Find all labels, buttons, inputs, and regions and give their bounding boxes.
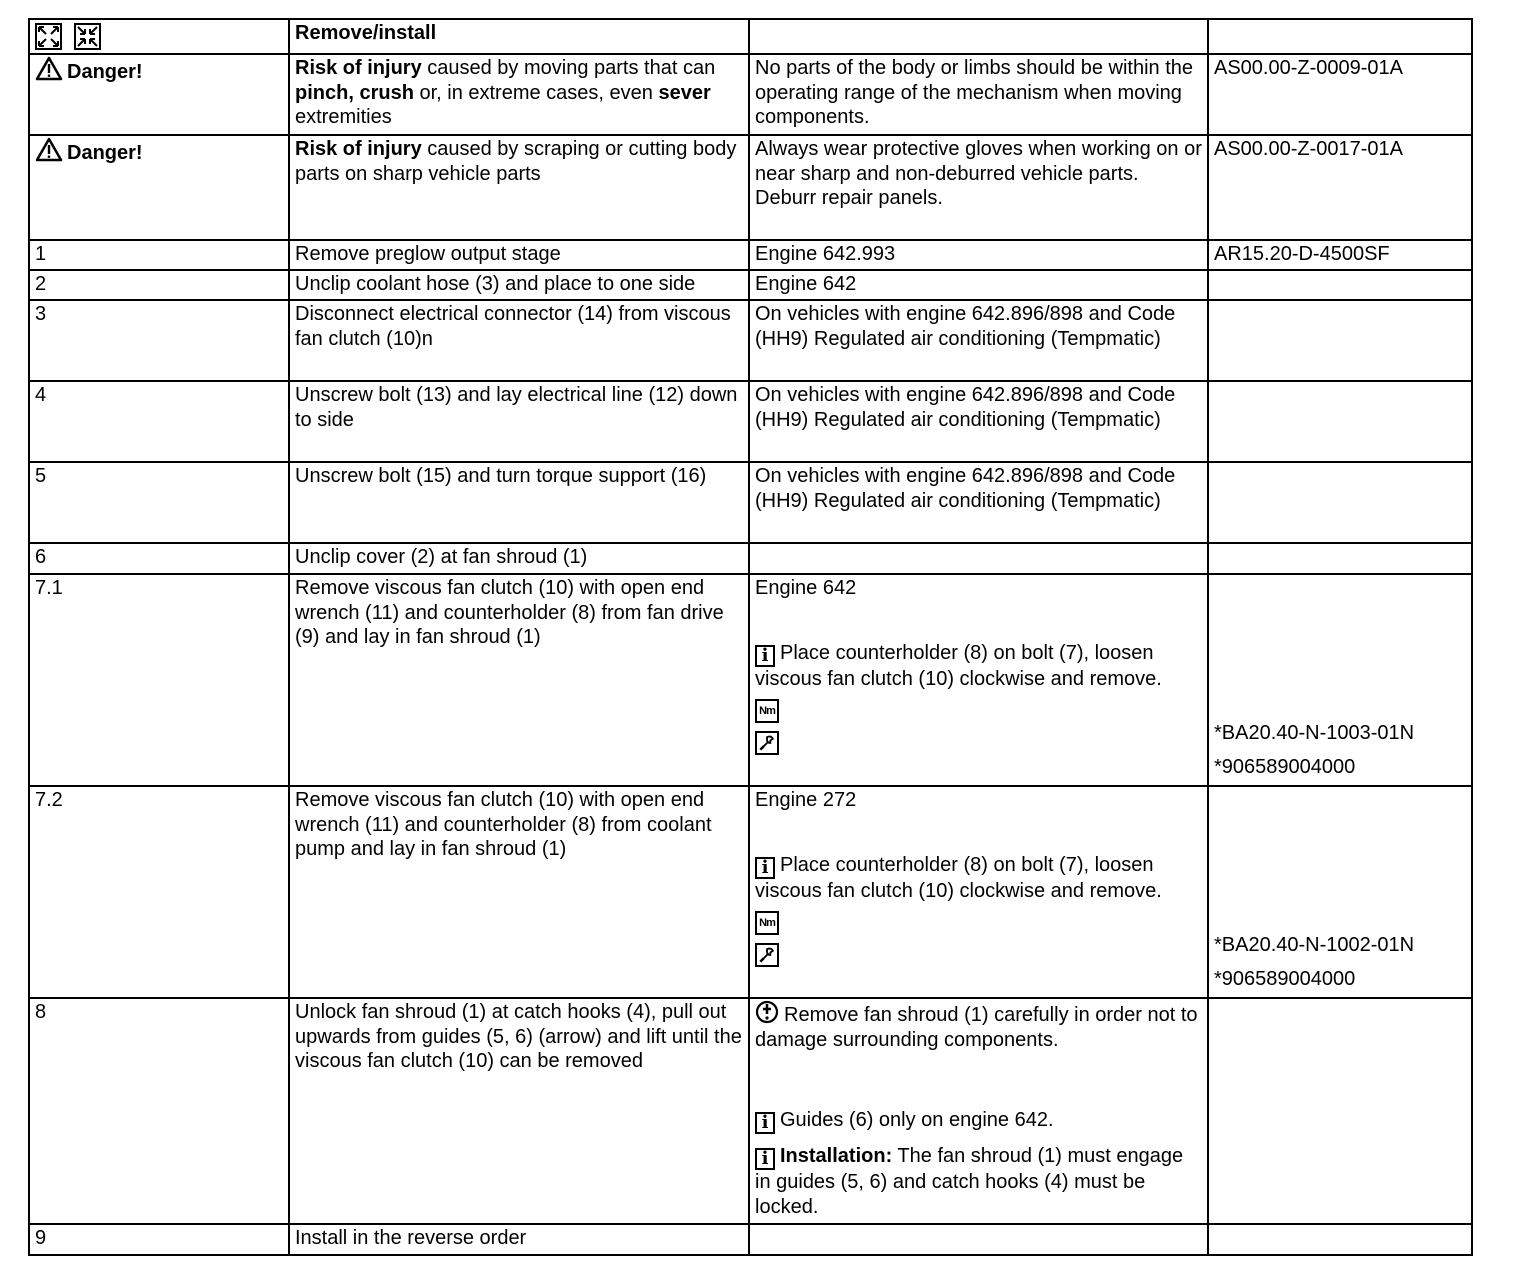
step-note: Engine 642 [755,577,857,599]
step-row [29,270,1472,300]
info-note [755,853,1202,904]
danger-label-cell [29,54,289,135]
step-row [29,786,1472,998]
info-icon: i [755,1148,775,1170]
danger-row-2 [29,135,1472,240]
step-number: 3 [29,300,289,381]
installation-text: The fan shroud (1) must engage in guides (5, 6) and catch hooks (4) must be locked. [755,1145,1184,1218]
step-note [749,1224,1208,1255]
step-note: Engine 272 [755,789,857,811]
collapse-icon[interactable] [74,23,101,50]
special-tool-icon [755,731,779,755]
step-ref [1208,998,1472,1224]
step-text: Install in the reverse order [289,1224,749,1255]
warning-triangle-icon [35,137,63,162]
info-note [755,1108,1202,1134]
tool-ref-link[interactable]: *906589004000 [1214,968,1356,990]
info-text: Place counterholder (8) on bolt (7), loosen viscous fan clutch (10) clockwise and remove. [755,853,1162,902]
tool-ref-link[interactable]: *906589004000 [1214,756,1356,778]
danger-measure [749,135,1208,240]
step-note [749,543,1208,574]
risk-text-a: caused by scraping or cutting body parts on sharp vehicle parts [295,138,737,185]
step-text: Unscrew bolt (15) and turn torque support (16) [289,462,749,543]
danger-ref-link[interactable]: AS00.00-Z-0009-01A [1208,54,1472,135]
torque-nm-icon: Nm [755,911,779,935]
special-tool-icon [755,943,779,967]
info-guides-text: Guides (6) only on engine 642. [780,1109,1054,1131]
header-icons-cell [29,19,289,54]
step-row [29,381,1472,462]
step-number: 2 [29,270,289,300]
torque-ref-link[interactable]: *BA20.40-N-1002-01N [1214,934,1415,956]
step-note-cell [749,574,1208,786]
step-ref-cell [1208,574,1472,786]
danger-measure: No parts of the body or limbs should be within the operating range of the mechanism when moving components. [749,54,1208,135]
warning-triangle-icon [35,56,63,81]
step-text: Unclip coolant hose (3) and place to one side [289,270,749,300]
step-number: 9 [29,1224,289,1255]
step-ref [1208,462,1472,543]
info-text: Place counterholder (8) on bolt (7), loosen viscous fan clutch (10) clockwise and remove. [755,641,1162,690]
step-text: Unscrew bolt (13) and lay electrical line (12) down to side [289,381,749,462]
step-number: 8 [29,998,289,1224]
step-text: Remove viscous fan clutch (10) with open end wrench (11) and counterholder (8) from coolant pump and lay in fan shroud (1) [289,786,749,998]
step-row [29,300,1472,381]
step-ref-cell [1208,786,1472,998]
caution-icon [755,1000,779,1024]
measure-gloves: Always wear protective gloves when working on or near sharp and non-deburred vehicle parts. [755,138,1202,185]
danger-row-1 [29,54,1472,135]
installation-note [755,1144,1202,1219]
step-text: Unlock fan shroud (1) at catch hooks (4), pull out upwards from guides (5, 6) (arrow) and lift until the viscous fan clutch (10) can be removed [289,998,749,1224]
risk-bold: Risk of injury [295,57,422,79]
step-row [29,1224,1472,1255]
risk-bold-pinch: pinch, crush [295,81,414,104]
step-ref [1208,381,1472,462]
step-row [29,543,1472,574]
risk-bold: Risk of injury [295,138,422,160]
caution-note [755,1000,1202,1052]
step-number: 6 [29,543,289,574]
step-number: 1 [29,240,289,270]
step-text: Remove viscous fan clutch (10) with open end wrench (11) and counterholder (8) from fan drive (9) and lay in fan shroud (1) [289,574,749,786]
step-row [29,998,1472,1224]
step-number: 7.1 [29,574,289,786]
danger-risk-text [289,135,749,240]
step-ref [1208,1224,1472,1255]
installation-label: Installation: [780,1145,893,1167]
step-ref-link[interactable]: AR15.20-D-4500SF [1208,240,1472,270]
header-row [29,19,1472,54]
danger-label: Danger! [67,142,143,164]
step-ref [1208,543,1472,574]
measure-deburr: Deburr repair panels. [755,187,943,209]
risk-text-d: extremities [295,106,392,128]
step-ref [1208,300,1472,381]
danger-label: Danger! [67,61,143,83]
torque-nm-icon: Nm [755,699,779,723]
risk-text-c: or, in extreme cases, even [413,81,659,104]
step-number: 5 [29,462,289,543]
step-note: On vehicles with engine 642.896/898 and Code (HH9) Regulated air conditioning (Tempmatic) [749,300,1208,381]
step-note: Engine 642.993 [749,240,1208,270]
step-note-cell [749,786,1208,998]
risk-text-a: caused by moving parts that can [421,57,716,79]
header-title: Remove/install [289,19,749,54]
step-number: 7.2 [29,786,289,998]
caution-text: Remove fan shroud (1) carefully in order not to damage surrounding components. [755,1004,1198,1051]
info-icon: i [755,1112,775,1134]
repair-procedure-table [28,18,1473,1256]
step-row [29,574,1472,786]
expand-icon[interactable] [35,23,62,50]
step-note-cell [749,998,1208,1224]
step-text: Disconnect electrical connector (14) from viscous fan clutch (10)n [289,300,749,381]
header-empty-4 [1208,19,1472,54]
step-ref [1208,270,1472,300]
step-text: Unclip cover (2) at fan shroud (1) [289,543,749,574]
danger-ref-link[interactable]: AS00.00-Z-0017-01A [1208,135,1472,240]
step-note: On vehicles with engine 642.896/898 and Code (HH9) Regulated air conditioning (Tempmatic) [749,381,1208,462]
step-note: Engine 642 [749,270,1208,300]
torque-ref-link[interactable]: *BA20.40-N-1003-01N [1214,722,1415,744]
risk-bold-sever: sever [658,81,711,104]
info-icon: i [755,645,775,667]
info-icon: i [755,857,775,879]
step-text: Remove preglow output stage [289,240,749,270]
step-row [29,240,1472,270]
step-row [29,462,1472,543]
step-note: On vehicles with engine 642.896/898 and Code (HH9) Regulated air conditioning (Tempmatic) [749,462,1208,543]
info-note [755,641,1202,692]
danger-risk-text [289,54,749,135]
step-number: 4 [29,381,289,462]
danger-label-cell [29,135,289,240]
header-empty-3 [749,19,1208,54]
